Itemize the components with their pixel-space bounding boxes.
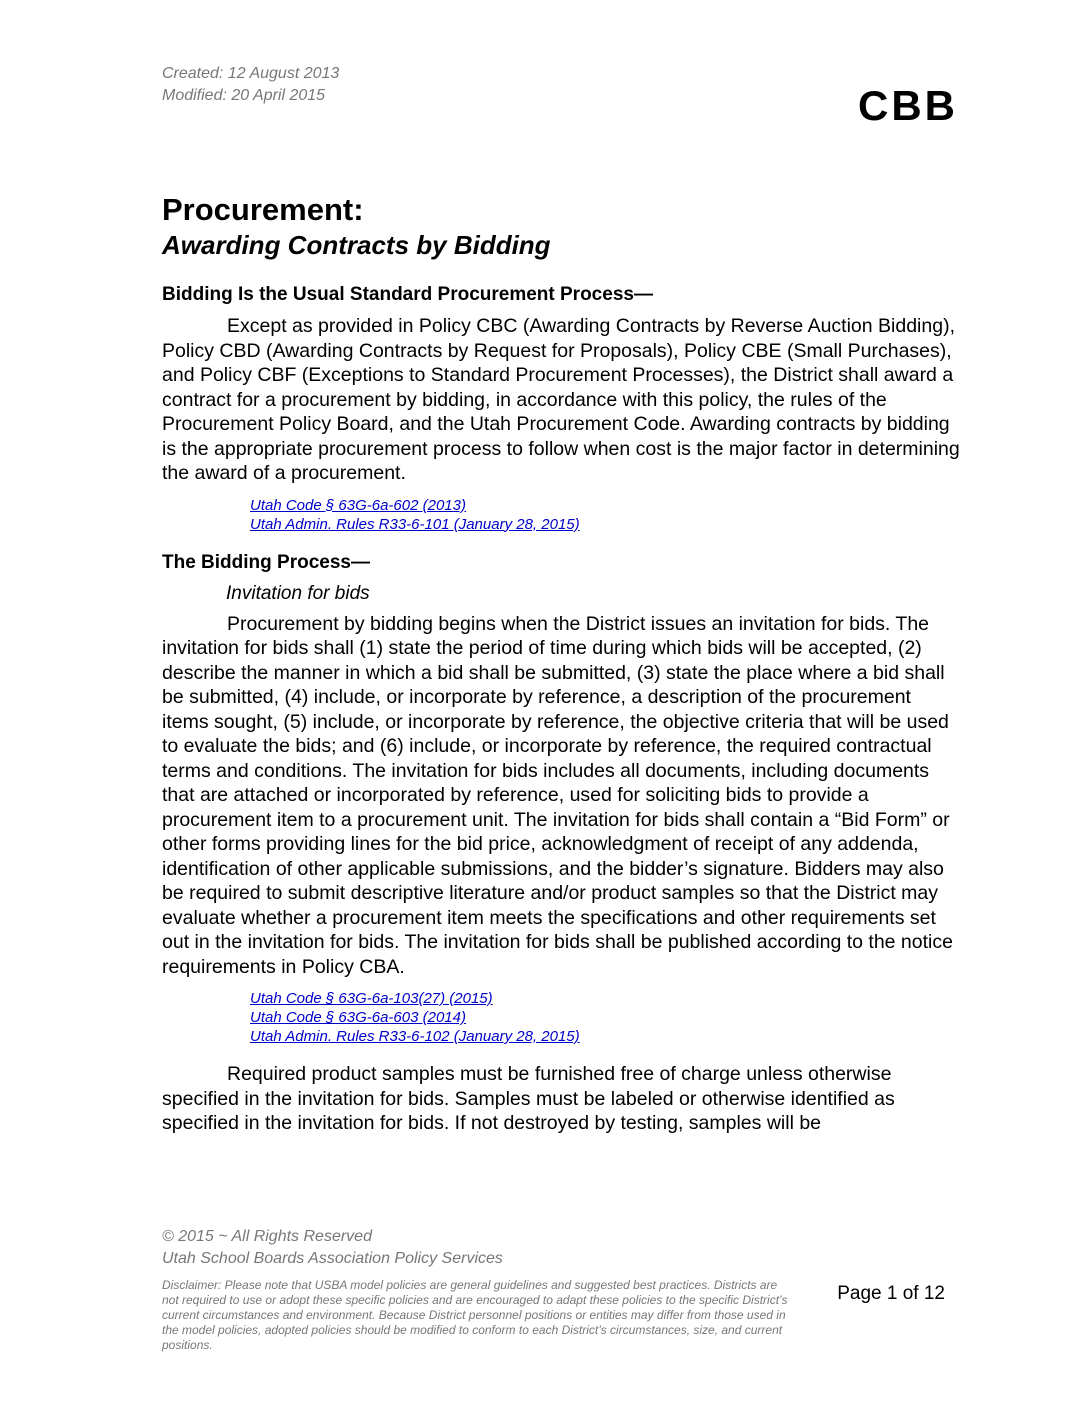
copyright-notice	[162, 1226, 503, 1270]
page-number: Page 1 of 12	[837, 1283, 945, 1304]
section-paragraph: Required product samples must be furnished free of charge unless otherwise specified in the invitation for bids. Samples must be labeled or otherwise identified as specified in the invitation for bids. If not destroyed by testing, samples will be	[162, 1063, 895, 1134]
section-paragraph: Procurement by bidding begins when the District issues an invitation for bids. The invitation for bids shall (1) state the period of time during which bids will be accepted, (2) describe the manner in which a bid shall be submitted, (3) state the place where a bid shall be submitted, (4) include, or incorporate by reference, a description of the procurement items sought, (5) include, or incorporate by reference, the objective criteria that will be used to evaluate the bids; and (6) include, or incorporate by reference, the required contractual terms and conditions. The invitation for bids includes all documents, including documents that are attached or incorporated by reference, used for soliciting bids to provide a procurement item to a procurement unit. The invitation for bids shall contain a “Bid Form” or other forms providing lines for the bid price, acknowledgment of receipt of any addenda, identification of other applicable submissions, and the bidder’s signature. Bidders may also be required to submit descriptive literature and/or product samples so that the District may evaluate whether a procurement item meets the specifications and other requirements set out in the invitation for bids. The invitation for bids shall be published according to the notice requirements in Policy CBA.	[162, 612, 953, 978]
reference-link[interactable]: Utah Code § 63G-6a-103(27) (2015)	[250, 990, 493, 1007]
reference-link[interactable]: Utah Code § 63G-6a-602 (2013)	[250, 496, 466, 514]
reference-link[interactable]: Utah Admin. Rules R33-6-101 (January 28, 2015)	[250, 515, 580, 533]
section-heading-bidding-standard: Bidding Is the Usual Standard Procurement Process—	[162, 284, 653, 305]
created-date: Created: 12 August 2013	[162, 65, 340, 82]
document-body	[162, 282, 962, 1136]
organization-name: Utah School Boards Association Policy Services	[162, 1250, 503, 1267]
disclaimer-text: Disclaimer: Please note that USBA model policies are general guidelines and suggested best practices. Districts are not required to use or adopt these specific policies and are encouraged to adapt these policies to the specific District’s current circumstances and environment. Because District personnel positions or entities may differ from those used in the model policies, adopted policies should be modified to conform to each District’s circumstances, size, and current positions.	[162, 1278, 788, 1352]
copyright-text: © 2015 ~ All Rights Reserved	[162, 1228, 372, 1245]
reference-link[interactable]: Utah Code § 63G-6a-603 (2014)	[250, 1009, 466, 1026]
reference-list	[250, 496, 962, 534]
section-heading-bidding-process: The Bidding Process—	[162, 551, 370, 573]
reference-link[interactable]: Utah Admin. Rules R33-6-102 (January 28, 2015)	[250, 1028, 580, 1045]
page-title: Procurement:	[162, 192, 364, 227]
document-dates	[162, 63, 339, 107]
reference-list	[250, 989, 962, 1046]
section-paragraph: Except as provided in Policy CBC (Awarding Contracts by Reverse Auction Bidding), Policy CBD (Awarding Contracts by Request for Proposals), Policy CBE (Small Purchases), and Policy CBF (Exceptions to Standard Procurement Processes), the District shall award a contract for a procurement by bidding, in accordance with this policy, the rules of the Procurement Policy Board, and the Utah Procurement Code. Awarding contracts by bidding is the appropriate procurement process to follow when cost is the major factor in determining the award of a procurement.	[162, 315, 960, 484]
page-subtitle: Awarding Contracts by Bidding	[162, 230, 551, 260]
policy-code: CBB	[858, 82, 958, 129]
modified-date: Modified: 20 April 2015	[162, 87, 326, 104]
subsection-heading: Invitation for bids	[226, 582, 370, 604]
